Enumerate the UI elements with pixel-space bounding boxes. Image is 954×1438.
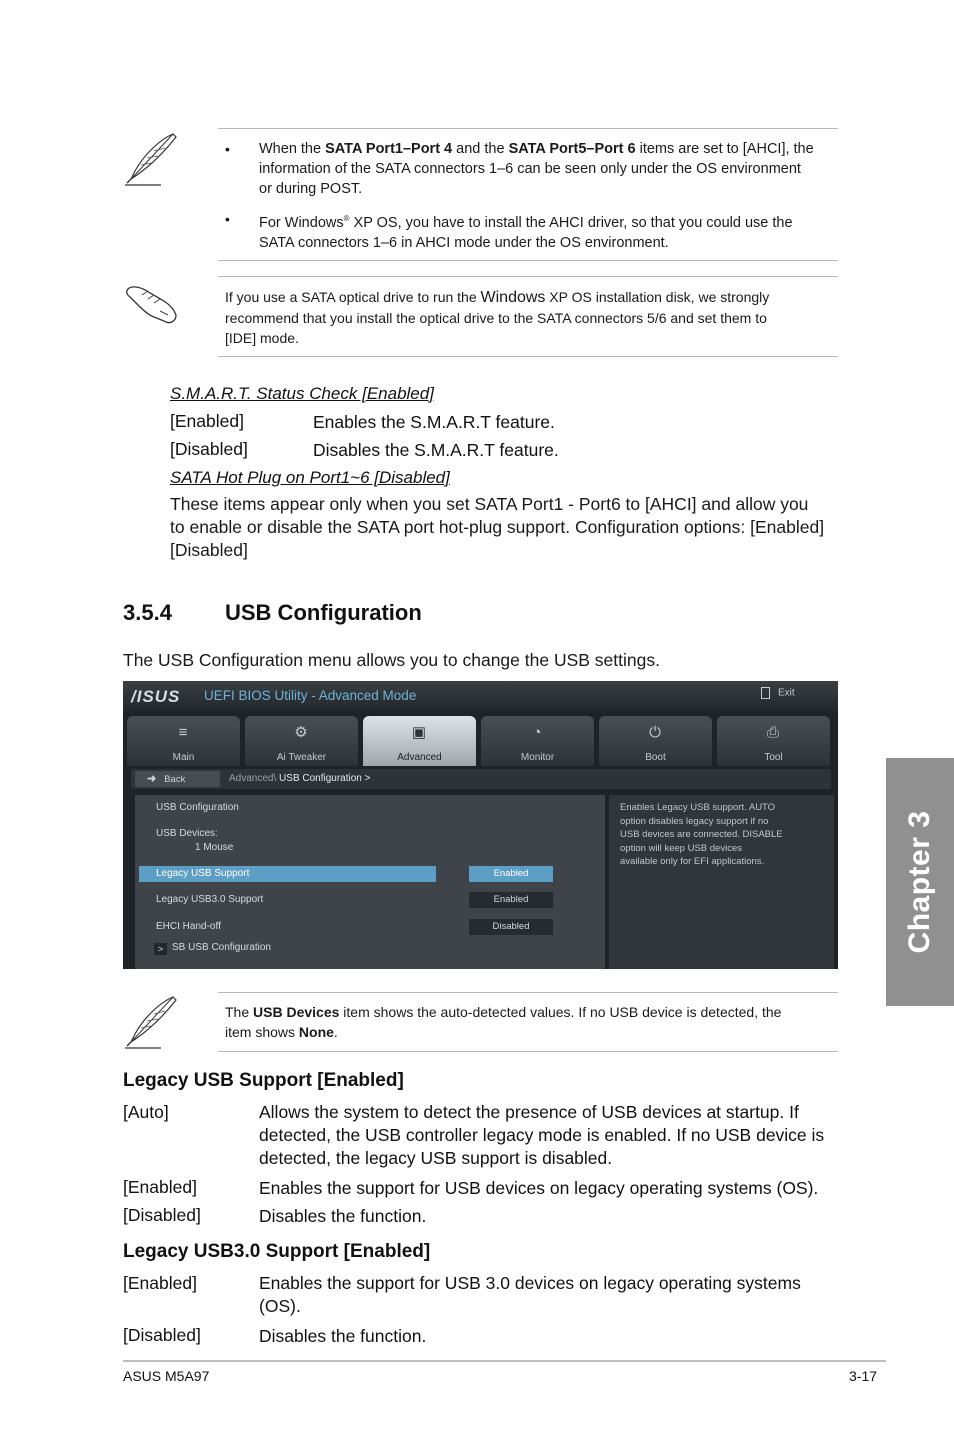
note-pen-icon bbox=[121, 131, 181, 194]
option-description: Allows the system to detect the presence of USB devices at startup. If detected, the USB controller legacy mode is enabled. If no USB device is detected, the legacy USB support is disabled. bbox=[259, 1102, 825, 1168]
power-icon: ⏻ bbox=[649, 724, 661, 741]
tab-advanced[interactable] bbox=[363, 716, 476, 766]
legacy-usb3-support-label[interactable]: Legacy USB3.0 Support bbox=[156, 894, 264, 905]
monitor-icon: ◔ bbox=[532, 724, 542, 741]
main-menu-icon: ≡ bbox=[178, 724, 188, 741]
section-intro: The USB Configuration menu allows you to change the USB settings. bbox=[123, 650, 660, 670]
bios-tab-bar bbox=[127, 716, 833, 766]
option-key: [Enabled] bbox=[123, 1273, 197, 1293]
chapter-tab-label: Chapter 3 bbox=[903, 810, 936, 954]
legacy-usb-heading: Legacy USB Support [Enabled] bbox=[123, 1070, 404, 1091]
usb-devices-value: 1 Mouse bbox=[195, 842, 234, 853]
bios-title: UEFI BIOS Utility - Advanced Mode bbox=[204, 688, 417, 703]
breadcrumb bbox=[131, 769, 831, 789]
back-button[interactable]: ➜ Back bbox=[135, 771, 220, 787]
help-text: Enables Legacy USB support. AUTO option disables legacy support if no USB devices are connected. DISABLE option will keep USB devices available only for EFI applications. bbox=[620, 802, 783, 867]
option-description: Disables the function. bbox=[259, 1326, 427, 1346]
smart-option-key: [Enabled] bbox=[170, 411, 244, 431]
tab-label: Main bbox=[172, 752, 195, 763]
tweaker-icon: ⚙ bbox=[294, 724, 308, 741]
note-pen-icon bbox=[121, 994, 181, 1057]
page-number: 3-17 bbox=[849, 1368, 878, 1384]
hotplug-description: These items appear only when you set SATA Port1 - Port6 to [AHCI] and allow you to enable or disable the SATA port hot-plug support. Configuration options: [Enabled] [Disabled] bbox=[170, 494, 825, 560]
advanced-icon: ▣ bbox=[411, 724, 427, 741]
smart-option-desc: Disables the S.M.A.R.T feature. bbox=[313, 440, 559, 460]
ehci-handoff-label[interactable]: EHCI Hand-off bbox=[156, 921, 221, 932]
bullet-marker: • bbox=[225, 141, 230, 157]
tab-label: Monitor bbox=[520, 752, 555, 763]
ehci-handoff-value[interactable]: Disabled bbox=[469, 919, 553, 935]
option-key: [Enabled] bbox=[123, 1177, 197, 1197]
legacy-usb-support-label: Legacy USB Support bbox=[156, 868, 250, 879]
section-number: 3.5.4 bbox=[123, 600, 172, 625]
legacy-usb-support-value[interactable]: Enabled bbox=[469, 866, 553, 882]
usb-devices-label: USB Devices: bbox=[156, 828, 218, 839]
smart-option-desc: Enables the S.M.A.R.T feature. bbox=[313, 412, 555, 432]
smart-heading: S.M.A.R.T. Status Check [Enabled] bbox=[170, 384, 434, 403]
submenu-arrow-icon: > bbox=[154, 943, 167, 955]
exit-button[interactable]: Exit bbox=[761, 687, 795, 699]
breadcrumb-path: Advanced\ USB Configuration > bbox=[229, 773, 371, 784]
footer-product: ASUS M5A97 bbox=[123, 1368, 210, 1384]
note1-bullet2: For Windows® XP OS, you have to install the AHCI driver, so that you could use the SATA connectors 1–6 in AHCI mode under the OS environment. bbox=[259, 214, 793, 251]
tool-icon: ⎙ bbox=[766, 724, 779, 741]
bullet-marker: • bbox=[225, 211, 230, 227]
option-description: Enables the support for USB devices on legacy operating systems (OS). bbox=[259, 1178, 819, 1198]
note2-text: If you use a SATA optical drive to run the Windows XP OS installation disk, we strongly recommend that you install the optical drive to the SATA connectors 5/6 and set them to [IDE] mode. bbox=[225, 289, 770, 346]
note3-text: The USB Devices item shows the auto-detected values. If no USB device is detected, the item shows None. bbox=[225, 1004, 782, 1040]
caution-hand-icon bbox=[124, 281, 180, 332]
sb-usb-configuration-link[interactable]: SB USB Configuration bbox=[172, 942, 271, 953]
usb-configuration-label: USB Configuration bbox=[156, 802, 239, 813]
option-key: [Auto] bbox=[123, 1102, 169, 1122]
option-description: Disables the function. bbox=[259, 1206, 427, 1226]
hotplug-heading: SATA Hot Plug on Port1~6 [Disabled] bbox=[170, 468, 450, 487]
back-arrow-icon: ➜ bbox=[147, 773, 157, 785]
asus-logo: /ISUS bbox=[131, 687, 181, 706]
tab-main[interactable] bbox=[127, 716, 240, 766]
footer-rule bbox=[123, 1360, 886, 1362]
tab-tool[interactable] bbox=[717, 716, 830, 766]
tab-label: Advanced bbox=[397, 752, 442, 763]
exit-icon bbox=[761, 687, 770, 699]
option-description: Enables the support for USB 3.0 devices on legacy operating systems (OS). bbox=[259, 1273, 801, 1316]
bios-title-bar bbox=[123, 681, 838, 711]
legacy-usb3-heading: Legacy USB3.0 Support [Enabled] bbox=[123, 1241, 431, 1262]
tab-label: Ai Tweaker bbox=[276, 752, 327, 763]
legacy-usb3-support-value[interactable]: Enabled bbox=[469, 892, 553, 908]
option-key: [Disabled] bbox=[123, 1205, 201, 1225]
tab-ai-tweaker[interactable] bbox=[245, 716, 358, 766]
note1-bullet1: When the SATA Port1–Port 4 and the SATA Port5–Port 6 items are set to [AHCI], the information of the SATA connectors 1–6 can be seen only under the OS environment or during POST. bbox=[259, 141, 814, 197]
section-title: USB Configuration bbox=[225, 600, 422, 625]
tab-label: Tool bbox=[764, 752, 783, 763]
tab-monitor[interactable] bbox=[481, 716, 594, 766]
help-panel bbox=[609, 795, 834, 969]
tab-label: Boot bbox=[645, 752, 666, 763]
tab-boot[interactable] bbox=[599, 716, 712, 766]
bios-screenshot bbox=[123, 681, 838, 969]
option-key: [Disabled] bbox=[123, 1325, 201, 1345]
smart-option-key: [Disabled] bbox=[170, 439, 248, 459]
chapter-tab bbox=[886, 758, 954, 1006]
